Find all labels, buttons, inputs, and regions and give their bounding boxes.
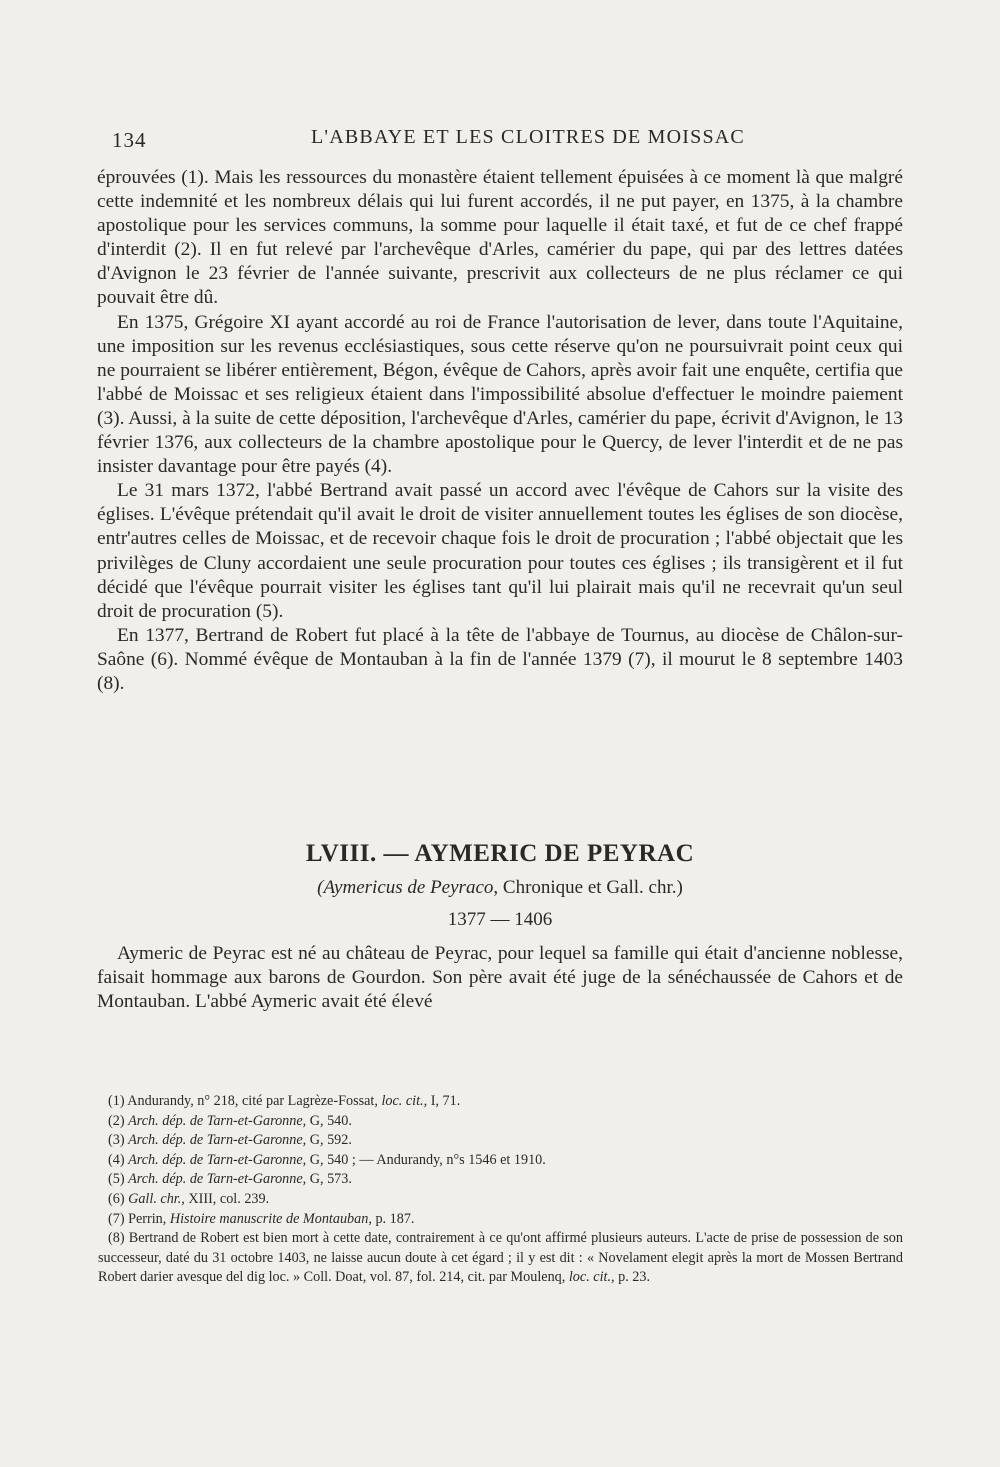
footnote-italic: Arch. dép. de Tarn-et-Garonne,: [128, 1151, 307, 1168]
footnote-text: p. 187.: [371, 1210, 415, 1227]
footnote-italic: Arch. dép. de Tarn-et-Garonne,: [128, 1112, 307, 1129]
footnote-italic: loc. cit.,: [568, 1269, 615, 1286]
subtitle-latin-name: (Aymericus de Peyraco: [317, 877, 494, 898]
footnote-text: (4): [108, 1151, 129, 1168]
footnote-2: [98, 1112, 903, 1132]
footnote-text: (6): [108, 1190, 129, 1207]
running-title: L'ABBAYE ET LES CLOITRES DE MOISSAC: [311, 126, 745, 148]
footnote-text: p. 23.: [614, 1269, 651, 1286]
section-lviii: [97, 838, 903, 1014]
footnote-italic: Arch. dép. de Tarn-et-Garonne,: [128, 1132, 307, 1149]
footnote-8: [98, 1229, 903, 1288]
section-subtitle: [97, 876, 903, 900]
footnote-italic: Gall. chr.,: [128, 1190, 185, 1207]
footnote-text: (1) Andurandy, n° 218, cité par Lagrèze-Fossat,: [108, 1093, 382, 1109]
paragraph-3: Le 31 mars 1372, l'abbé Bertrand avait passé un accord avec l'évêque de Cahors sur la visite des églises. L'évêque prétendait qu'il avait le droit de visiter annuellement toutes les églises de son diocèse, entr'autres celles de Moissac, et de recevoir chaque fois le droit de procuration ; l'abbé objectait que les privilèges de Cluny accordaient une seule procuration pour toutes ces églises ; ils transigèrent et il fut décidé que l'évêque pourrait visiter les églises tant qu'il lui plairait mais qu'il ne recevrait qu'un seul droit de procuration (5).: [97, 480, 903, 622]
footnote-1: [98, 1092, 903, 1112]
page-header: [112, 124, 904, 154]
footnote-text: (3): [108, 1132, 129, 1149]
footnote-5: [98, 1170, 903, 1190]
footnotes: [98, 1092, 903, 1288]
section-body: [97, 942, 903, 1014]
footnote-text: G, 540 ; — Andurandy, n°s 1546 et 1910.: [306, 1151, 546, 1168]
footnote-text: G, 592.: [306, 1132, 352, 1149]
footnote-text: I, 71.: [427, 1093, 461, 1109]
paragraph-4: En 1377, Bertrand de Robert fut placé à la tête de l'abbaye de Tournus, au diocèse de Châlon-sur-Saône (6). Nommé évêque de Montauban à la fin de l'année 1379 (7), il mourut le 8 septembre 1403 (8).: [97, 624, 903, 694]
footnote-italic: loc. cit.,: [381, 1093, 428, 1109]
page-number: 134: [112, 128, 147, 152]
footnote-text: (8) Bertrand de Robert est bien mort à cette date, contrairement à ce qu'ont affirmé plusieurs auteurs. L'acte de prise de possession de son successeur, daté du 31 octobre 1403, ne laisse aucun doute à cet égard ; il y est dit : « Novelament elegit après la mort de Mossen Bertrand Robert darier avesque del dig loc. » Coll. Doat, vol. 87, fol. 214, cit. par Moulenq,: [98, 1230, 903, 1286]
footnote-text: G, 540.: [306, 1112, 352, 1129]
section-paragraph-1: Aymeric de Peyrac est né au château de Peyrac, pour lequel sa famille qui était d'ancienne noblesse, faisait hommage aux barons de Gourdon. Son père avait été juge de la sénéchaussée de Cahors et de Montauban. L'abbé Aymeric avait été élevé: [97, 943, 903, 1013]
footnote-text: (5): [108, 1171, 129, 1188]
footnote-text: (7) Perrin,: [108, 1210, 170, 1227]
section-title: LVIII. — AYMERIC DE PEYRAC: [305, 840, 695, 867]
paragraph-2: En 1375, Grégoire XI ayant accordé au roi de France l'autorisation de lever, dans toute l'Aquitaine, une imposition sur les revenus ecclésiastiques, sous cette réserve qu'on ne poursuivrait point ceux qui ne pourraient se libérer entièrement, Bégon, évêque de Cahors, après avoir fait une enquête, certifia que l'abbé de Moissac et ses religieux étaient dans l'impossibilité absolue d'effectuer le moindre paiement (3). Aussi, à la suite de cette déposition, l'archevêque d'Arles, camérier du pape, écrivit d'Avignon, le 13 février 1376, aux collecteurs de la chambre apostolique pour le Quercy, de lever l'interdit et de ne pas insister davantage pour être payés (4).: [97, 311, 903, 478]
footnote-7: [98, 1210, 903, 1230]
footnote-text: G, 573.: [306, 1171, 352, 1188]
footnote-6: [98, 1190, 903, 1210]
footnote-3: [98, 1131, 903, 1151]
footnote-italic: Histoire manuscrite de Montauban,: [169, 1210, 372, 1227]
footnote-4: [98, 1151, 903, 1171]
footnote-text: (2): [108, 1112, 129, 1129]
footnote-italic: Arch. dép. de Tarn-et-Garonne,: [128, 1171, 307, 1188]
main-text: [97, 166, 903, 696]
subtitle-sources: , Chronique et Gall. chr.): [493, 877, 683, 898]
section-dates: 1377 — 1406: [447, 909, 553, 930]
footnote-text: XIII, col. 239.: [184, 1190, 270, 1207]
paragraph-1: éprouvées (1). Mais les ressources du monastère étaient tellement épuisées à ce moment là que malgré cette indemnité et les nombreux délais qui lui furent accordés, il ne put payer, en 1375, à la chambre apostolique pour les services communs, la somme pour laquelle il était taxé, et fut de ce chef frappé d'interdit (2). Il en fut relevé par l'archevêque d'Arles, camérier du pape, qui par des lettres datées d'Avignon le 23 février de l'année suivante, prescrivit aux collecteurs de ne plus réclamer ce qui pouvait être dû.: [97, 167, 903, 309]
